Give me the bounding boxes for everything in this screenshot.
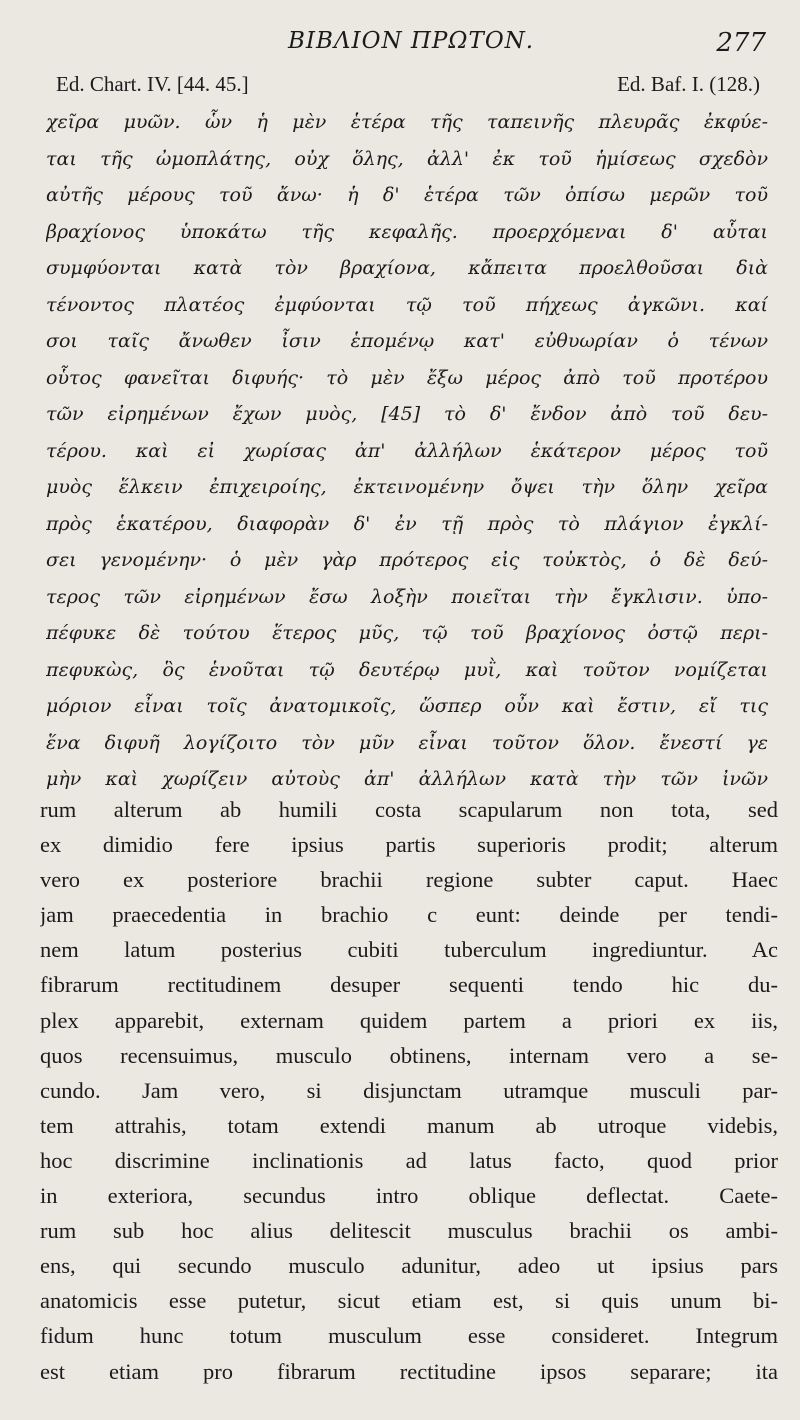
latin-line: plex apparebit, externam quidem partem a priori ex iis, — [40, 1007, 778, 1033]
latin-line: fidum hunc totum musculum esse consideret. Integrum — [40, 1323, 778, 1349]
greek-line: σει γενομένην· ὁ μὲν γὰρ πρότερος εἰς τοὐκτὸς, ὁ δὲ δεύ- — [46, 549, 768, 571]
latin-line: anatomicis esse putetur, sicut etiam est, si quis unum bi- — [40, 1288, 778, 1314]
greek-line: βραχίονος ὑποκάτω τῆς κεφαλῆς. προερχόμεναι δ' αὗται — [46, 220, 768, 243]
greek-line: σοι ταῖς ἄνωθεν ἶσιν ἑπομένῳ κατ' εὐθυωρίαν ὁ τένων — [46, 330, 768, 352]
greek-line: ἕνα διφυῆ λογίζοιτο τὸν μῦν εἶναι τοῦτον ὅλον. ἔνεστί γε — [46, 731, 768, 754]
greek-line: ται τῆς ὠμοπλάτης, οὐχ ὅλης, ἀλλ' ἐκ τοῦ ἡμίσεως σχεδὸν — [46, 147, 768, 170]
latin-line: cundo. Jam vero, si disjunctam utramque musculi par- — [40, 1077, 778, 1103]
latin-line: vero ex posteriore brachii regione subter caput. Haec — [40, 867, 778, 893]
running-title: ΒΙΒΛΙΟΝ ΠΡΩΤΟΝ. — [288, 28, 535, 54]
greek-line: μυὸς ἕλκειν ἐπιχειροίης, ἐκτεινομένην ὄψει τὴν ὅλην χεῖρα — [46, 476, 768, 498]
greek-line: οὗτος φανεῖται διφυής· τὸ μὲν ἔξω μέρος ἀπὸ τοῦ προτέρου — [46, 366, 768, 389]
latin-line: jam praecedentia in brachio c eunt: deinde per tendi- — [40, 902, 778, 928]
greek-line: τένοντος πλατέος ἐμφύονται τῷ τοῦ πήχεως ἀγκῶνι. καί — [46, 293, 768, 316]
greek-line: πέφυκε δὲ τούτου ἕτερος μῦς, τῷ τοῦ βραχίονος ὀστῷ περι- — [46, 622, 768, 644]
latin-line: fibrarum rectitudinem desuper sequenti tendo hic du- — [40, 972, 778, 998]
latin-line: est etiam pro fibrarum rectitudine ipsos separare; ita — [40, 1358, 778, 1384]
greek-line: συμφύονται κατὰ τὸν βραχίονα, κἄπειτα προελθοῦσαι διὰ — [46, 257, 768, 279]
latin-line: ens, qui secundo musculo adunitur, adeo ut ipsius pars — [40, 1253, 778, 1279]
greek-line: πεφυκὼς, ὃς ἑνοῦται τῷ δευτέρῳ μυῒ, καὶ τοῦτον νομίζεται — [46, 658, 768, 681]
edition-reference-line — [56, 72, 760, 102]
greek-line: μόριον εἶναι τοῖς ἀνατομικοῖς, ὥσπερ οὖν καὶ ἔστιν, εἴ τις — [46, 695, 768, 717]
latin-line: rum alterum ab humili costa scapularum non tota, sed — [40, 797, 778, 822]
latin-line: nem latum posterius cubiti tuberculum ingrediuntur. Ac — [40, 937, 778, 963]
latin-line: in exteriora, secundus intro oblique deflectat. Caete- — [40, 1183, 778, 1209]
latin-line: rum sub hoc alius delitescit musculus brachii os ambi- — [40, 1218, 778, 1244]
latin-line: tem attrahis, totam extendi manum ab utroque videbis, — [40, 1112, 778, 1138]
greek-line: μὴν καὶ χωρίζειν αὐτοὺς ἀπ' ἀλλήλων κατὰ τὴν τῶν ἰνῶν — [46, 768, 768, 790]
page-number: 277 — [716, 28, 766, 58]
running-head — [0, 22, 800, 58]
greek-text-block — [46, 104, 768, 798]
greek-line: τῶν εἰρημένων ἔχων μυὸς, [45] τὸ δ' ἔνδον ἀπὸ τοῦ δευ- — [46, 403, 768, 425]
latin-line: ex dimidio fere ipsius partis superioris prodit; alterum — [40, 832, 778, 858]
greek-line: αὐτῆς μέρους τοῦ ἄνω· ἡ δ' ἑτέρα τῶν ὀπίσω μερῶν τοῦ — [46, 184, 768, 206]
latin-line: hoc discrimine inclinationis ad latus facto, quod prior — [40, 1147, 778, 1173]
latin-line: quos recensuimus, musculo obtinens, internam vero a se- — [40, 1042, 778, 1068]
edition-basel-ref: Ed. Baf. I. (128.) — [617, 72, 760, 96]
greek-line: πρὸς ἑκατέρου, διαφορὰν δ' ἐν τῇ πρὸς τὸ πλάγιον ἐγκλί- — [46, 512, 768, 535]
edition-chartier-ref: Ed. Chart. IV. [44. 45.] — [56, 72, 249, 96]
greek-line: τερος τῶν εἰρημένων ἔσω λοξὴν ποιεῖται τὴν ἔγκλισιν. ὑπο- — [46, 585, 768, 608]
greek-line: τέρου. καὶ εἰ χωρίσας ἀπ' ἀλλήλων ἑκάτερον μέρος τοῦ — [46, 439, 768, 462]
greek-line: χεῖρα μυῶν. ὧν ἡ μὲν ἑτέρα τῆς ταπεινῆς πλευρᾶς ἐκφύε- — [46, 111, 768, 133]
latin-translation-block — [40, 792, 778, 1389]
